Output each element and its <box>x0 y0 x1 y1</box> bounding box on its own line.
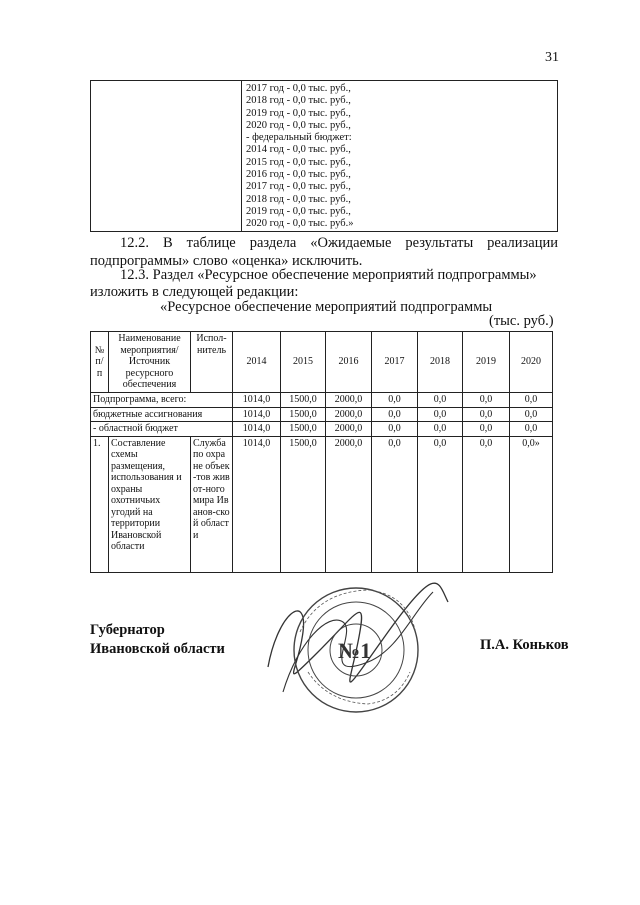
table-left-column <box>91 81 242 231</box>
cell-value: 1014,0 <box>233 407 281 422</box>
activity-name: Составление схемы размещения, использования и охраны охотничьих угодий на территории Ивановской области <box>109 436 191 572</box>
cell-value: 0,0 <box>510 407 553 422</box>
funding-line: 2017 год - 0,0 тыс. руб., <box>246 83 351 94</box>
funding-line: 2018 год - 0,0 тыс. руб., <box>246 193 351 205</box>
cell-value: 1500,0 <box>281 393 326 408</box>
funding-line: 2018 год - 0,0 тыс. руб., <box>246 95 351 107</box>
header-name: Наименование мероприятия/ Источник ресурсного обеспечения <box>109 332 191 393</box>
row-label: Подпрограмма, всего: <box>91 393 233 408</box>
header-num: № п/п <box>91 332 109 393</box>
paragraph-12-2 <box>90 234 558 252</box>
unit-label: (тыс. руб.) <box>489 313 554 329</box>
row-num: 1. <box>91 436 109 572</box>
table-row <box>91 436 553 572</box>
signatory-title-line: Губернатор <box>90 622 165 638</box>
header-year: 2014 <box>233 332 281 393</box>
cell-value: 2000,0 <box>326 436 372 572</box>
row-label: - областной бюджет <box>91 422 233 437</box>
signatory-title <box>90 621 225 659</box>
table-right-column <box>242 81 557 231</box>
cell-value: 0,0 <box>463 393 510 408</box>
cell-value: 0,0 <box>372 393 418 408</box>
paragraph-line: 12.2. В таблице раздела «Ожидаемые результаты реализации <box>120 235 558 251</box>
cell-value: 0,0 <box>510 422 553 437</box>
funding-line: 2016 год - 0,0 тыс. руб., <box>246 169 351 181</box>
cell-value: 0,0 <box>510 393 553 408</box>
funding-line: 2020 год - 0,0 тыс. руб., <box>246 119 351 131</box>
resource-table <box>90 331 553 573</box>
cell-value: 0,0 <box>418 436 463 572</box>
funding-continuation-table <box>90 80 558 232</box>
cell-value: 0,0 <box>372 407 418 422</box>
funding-line: 2019 год - 0,0 тыс. руб., <box>246 205 351 217</box>
table-header-row <box>91 332 553 393</box>
table-row <box>91 407 553 422</box>
table-row <box>91 393 553 408</box>
cell-value: 0,0 <box>463 407 510 422</box>
cell-value: 2000,0 <box>326 422 372 437</box>
funding-line: 2015 год - 0,0 тыс. руб., <box>246 156 351 168</box>
header-year: 2020 <box>510 332 553 393</box>
official-seal-stamp <box>248 572 458 722</box>
cell-value: 0,0 <box>372 422 418 437</box>
row-label: бюджетные ассигнования <box>91 407 233 422</box>
header-year: 2017 <box>372 332 418 393</box>
cell-value: 2000,0 <box>326 393 372 408</box>
signatory-title-line: Ивановской области <box>90 641 225 657</box>
header-year: 2015 <box>281 332 326 393</box>
cell-value: 0,0 <box>463 422 510 437</box>
cell-value: 1014,0 <box>233 436 281 572</box>
paragraph-12-3: 12.3. Раздел «Ресурсное обеспечение мероприятий подпрограммы» <box>120 267 537 283</box>
cell-value: 1500,0 <box>281 422 326 437</box>
cell-value: 1014,0 <box>233 422 281 437</box>
header-year: 2018 <box>418 332 463 393</box>
signatory-name: П.А. Коньков <box>480 637 569 653</box>
cell-value: 1500,0 <box>281 436 326 572</box>
paragraph-line: подпрограммы» слово «оценка» исключить. <box>90 253 363 269</box>
activity-executor: Служба по охране объек-тов живот-ного мира Иванов-ской области <box>191 436 233 572</box>
cell-value: 0,0 <box>418 407 463 422</box>
funding-line: 2020 год - 0,0 тыс. руб.» <box>246 218 354 230</box>
seal-number: №1 <box>338 638 372 663</box>
table-row <box>91 422 553 437</box>
cell-value: 0,0 <box>418 393 463 408</box>
paragraph-line: изложить в следующей редакции: <box>90 284 299 300</box>
header-year: 2016 <box>326 332 372 393</box>
cell-value: 2000,0 <box>326 407 372 422</box>
cell-value: 0,0» <box>510 436 553 572</box>
cell-value: 1014,0 <box>233 393 281 408</box>
header-year: 2019 <box>463 332 510 393</box>
funding-line: 2019 год - 0,0 тыс. руб., <box>246 107 351 119</box>
signature-stroke <box>268 583 448 682</box>
cell-value: 0,0 <box>463 436 510 572</box>
cell-value: 1500,0 <box>281 407 326 422</box>
funding-line: 2014 год - 0,0 тыс. руб., <box>246 144 351 156</box>
funding-line: 2017 год - 0,0 тыс. руб., <box>246 181 351 193</box>
page-number: 31 <box>545 50 559 65</box>
header-executor: Испол-нитель <box>191 332 233 393</box>
cell-value: 0,0 <box>372 436 418 572</box>
funding-line: - федеральный бюджет: <box>246 132 352 144</box>
cell-value: 0,0 <box>418 422 463 437</box>
section-title: «Ресурсное обеспечение мероприятий подпрограммы <box>160 299 493 315</box>
